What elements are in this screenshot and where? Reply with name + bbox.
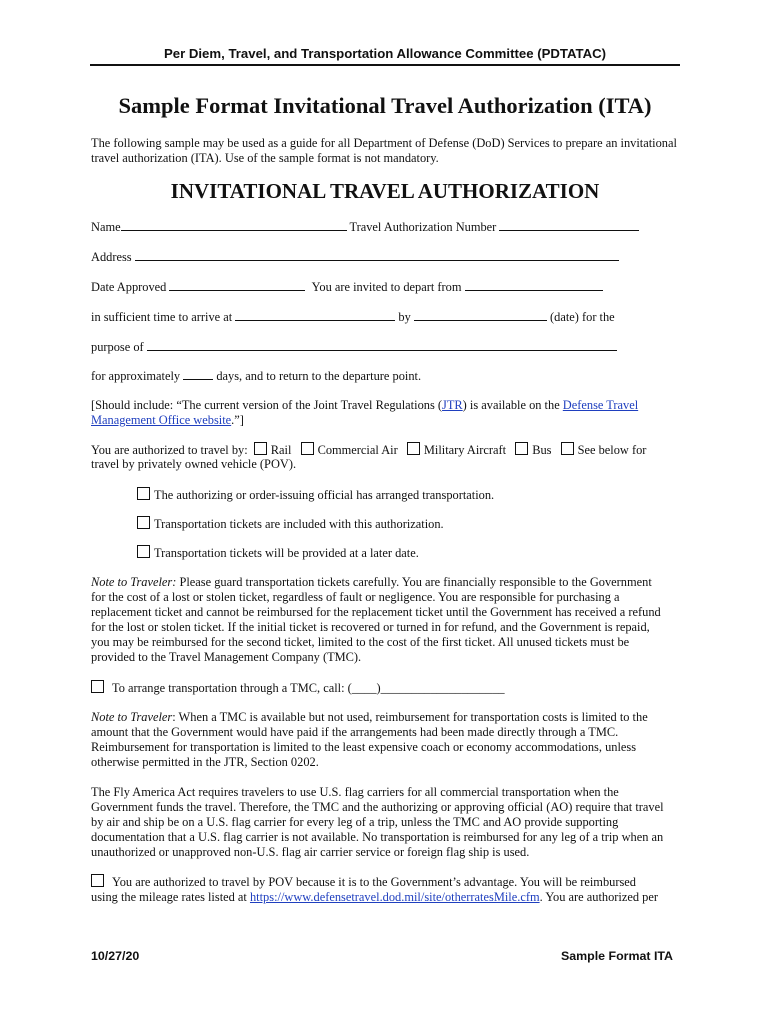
transport-option-arranged bbox=[137, 487, 494, 503]
purpose-label: purpose of bbox=[91, 340, 144, 354]
rail-label: Rail bbox=[270, 443, 292, 457]
jtr-note-suffix: .”] bbox=[231, 413, 244, 427]
depart-label: You are invited to depart from bbox=[311, 280, 462, 294]
date-approved-line bbox=[91, 279, 603, 295]
name-field[interactable] bbox=[121, 219, 347, 231]
bus-label: Bus bbox=[532, 443, 552, 457]
date-approved-field[interactable] bbox=[169, 279, 305, 291]
jtr-note-prefix: [Should include: “The current version of the Joint Travel Regulations ( bbox=[91, 398, 443, 412]
tan-label: Travel Authorization Number bbox=[349, 220, 497, 234]
jtr-link[interactable]: JTR bbox=[442, 398, 463, 412]
tmc-label: To arrange transportation through a TMC, call: (____)____________________ bbox=[112, 681, 505, 695]
arrive-line bbox=[91, 309, 615, 325]
included-label: Transportation tickets are included with this authorization. bbox=[154, 517, 444, 531]
bus-checkbox[interactable] bbox=[515, 442, 528, 455]
later-checkbox[interactable] bbox=[137, 545, 150, 558]
transport-option-included bbox=[137, 516, 444, 532]
note2-label: Note to Traveler bbox=[91, 710, 173, 724]
fly-america-line: documentation that a U.S. flag carrier is not available. No transportation is reimbursed for any leg of a trip when an bbox=[91, 830, 664, 844]
note2-line: Reimbursement for transportation is limited to the least expensive coach or economy accommodations, unless bbox=[91, 740, 637, 754]
arrive-field[interactable] bbox=[235, 309, 395, 321]
pov-line2-prefix: using the mileage rates listed at bbox=[91, 890, 250, 904]
note1-line: replacement ticket and cannot be reimbursed for the replacement ticket until the Government has received a refund bbox=[91, 605, 661, 619]
fly-america-line: Government funds the travel. Therefore, the TMC and the authorizing or approving official (AO) require that travel bbox=[91, 800, 664, 814]
note1-line: provided to the Travel Management Company (TMC). bbox=[91, 650, 362, 664]
mileage-rates-link[interactable]: https://www.defensetravel.dod.mil/site/otherratesMile.cfm bbox=[249, 890, 540, 904]
approx-prefix: for approximately bbox=[91, 369, 181, 383]
note2-line: amount that the Government would have paid if the arrangements had been made directly through a TMC. bbox=[91, 725, 619, 739]
fly-america-line: by air and ship be on a U.S. flag carrier for every leg of a trip, unless the TMC and AO provide supporting bbox=[91, 815, 619, 829]
by-date-field[interactable] bbox=[414, 309, 547, 321]
travel-modes-line bbox=[91, 442, 646, 458]
date-suffix: (date) for the bbox=[550, 310, 615, 324]
name-line bbox=[91, 219, 639, 235]
approx-suffix: days, and to return to the departure point. bbox=[216, 369, 422, 383]
jtr-note-middle: ) is available on the bbox=[462, 398, 563, 412]
form-title: INVITATIONAL TRAVEL AUTHORIZATION bbox=[170, 179, 600, 203]
see-below-label: See below for bbox=[577, 443, 647, 457]
note-to-traveler-tickets bbox=[91, 575, 681, 665]
jtr-note bbox=[91, 398, 681, 428]
transport-option-later bbox=[137, 545, 419, 561]
commercial-air-checkbox[interactable] bbox=[301, 442, 314, 455]
document-title: Sample Format Invitational Travel Authorization (ITA) bbox=[118, 93, 652, 118]
purpose-field[interactable] bbox=[147, 339, 617, 351]
travel-modes-continuation: travel by privately owned vehicle (POV). bbox=[91, 457, 297, 471]
fly-america-line: The Fly America Act requires travelers to use U.S. flag carriers for all commercial transportation when the bbox=[91, 785, 619, 799]
pov-paragraph bbox=[91, 874, 681, 905]
arrive-label: in sufficient time to arrive at bbox=[91, 310, 233, 324]
arranged-checkbox[interactable] bbox=[137, 487, 150, 500]
pov-authorized-checkbox[interactable] bbox=[91, 874, 104, 887]
military-aircraft-checkbox[interactable] bbox=[407, 442, 420, 455]
address-label: Address bbox=[91, 250, 132, 264]
note1-line: Please guard transportation tickets carefully. You are financially responsible to the Government bbox=[176, 575, 652, 589]
note-to-traveler-tmc bbox=[91, 710, 681, 770]
tmc-checkbox[interactable] bbox=[91, 680, 104, 693]
travel-modes-intro: You are authorized to travel by: bbox=[91, 443, 248, 457]
note1-line: you may be reimbursed for the second ticket, limited to the cost of the first ticket. All unused tickets must be bbox=[91, 635, 630, 649]
purpose-line bbox=[91, 339, 617, 355]
duration-line bbox=[91, 368, 421, 384]
included-checkbox[interactable] bbox=[137, 516, 150, 529]
intro-paragraph: The following sample may be used as a guide for all Department of Defense (DoD) Services to prepare an invitational travel authorization (ITA). Use of the sample format is not mandatory. bbox=[91, 136, 677, 165]
note2-line: : When a TMC is available but not used, reimbursement for transportation costs is limited to the bbox=[172, 710, 648, 724]
footer-doc-name: Sample Format ITA bbox=[561, 949, 673, 963]
tmc-line bbox=[91, 680, 505, 696]
by-label: by bbox=[398, 310, 411, 324]
pov-line1: You are authorized to travel by POV because it is to the Government’s advantage. You will be reimbursed bbox=[112, 875, 636, 889]
pov-line2-suffix: . You are authorized per bbox=[539, 890, 658, 904]
dtmo-link-part2[interactable]: Management Office website bbox=[91, 413, 232, 427]
date-approved-label: Date Approved bbox=[91, 280, 167, 294]
note2-line: otherwise permitted in the JTR, Section 0202. bbox=[91, 755, 319, 769]
committee-header: Per Diem, Travel, and Transportation Allowance Committee (PDTATAC) bbox=[163, 46, 607, 61]
name-label: Name bbox=[91, 220, 121, 234]
header-rule bbox=[90, 64, 680, 66]
note1-line: for the cost of a lost or stolen ticket, regardless of fault or negligence. You are responsible for purchasing a bbox=[91, 590, 620, 604]
days-field[interactable] bbox=[183, 368, 213, 380]
dtmo-link-part1[interactable]: Defense Travel bbox=[562, 398, 639, 412]
note1-label: Note to Traveler: bbox=[91, 575, 177, 589]
fly-america-paragraph bbox=[91, 785, 681, 860]
rail-checkbox[interactable] bbox=[254, 442, 267, 455]
later-label: Transportation tickets will be provided at a later date. bbox=[154, 546, 419, 560]
tan-field[interactable] bbox=[499, 219, 639, 231]
note1-line: for the lost or stolen ticket. If the initial ticket is recovered or turned in for refund, and the Government is repaid, bbox=[91, 620, 650, 634]
depart-field[interactable] bbox=[465, 279, 603, 291]
pov-checkbox[interactable] bbox=[561, 442, 574, 455]
commercial-air-label: Commercial Air bbox=[317, 443, 398, 457]
address-field[interactable] bbox=[135, 249, 619, 261]
footer-date: 10/27/20 bbox=[91, 949, 140, 963]
arranged-label: The authorizing or order-issuing official has arranged transportation. bbox=[154, 488, 495, 502]
address-line bbox=[91, 249, 619, 265]
fly-america-line: unauthorized or unapproved non-U.S. flag air carrier service or foreign flag ship is used. bbox=[91, 845, 530, 859]
military-aircraft-label: Military Aircraft bbox=[423, 443, 507, 457]
